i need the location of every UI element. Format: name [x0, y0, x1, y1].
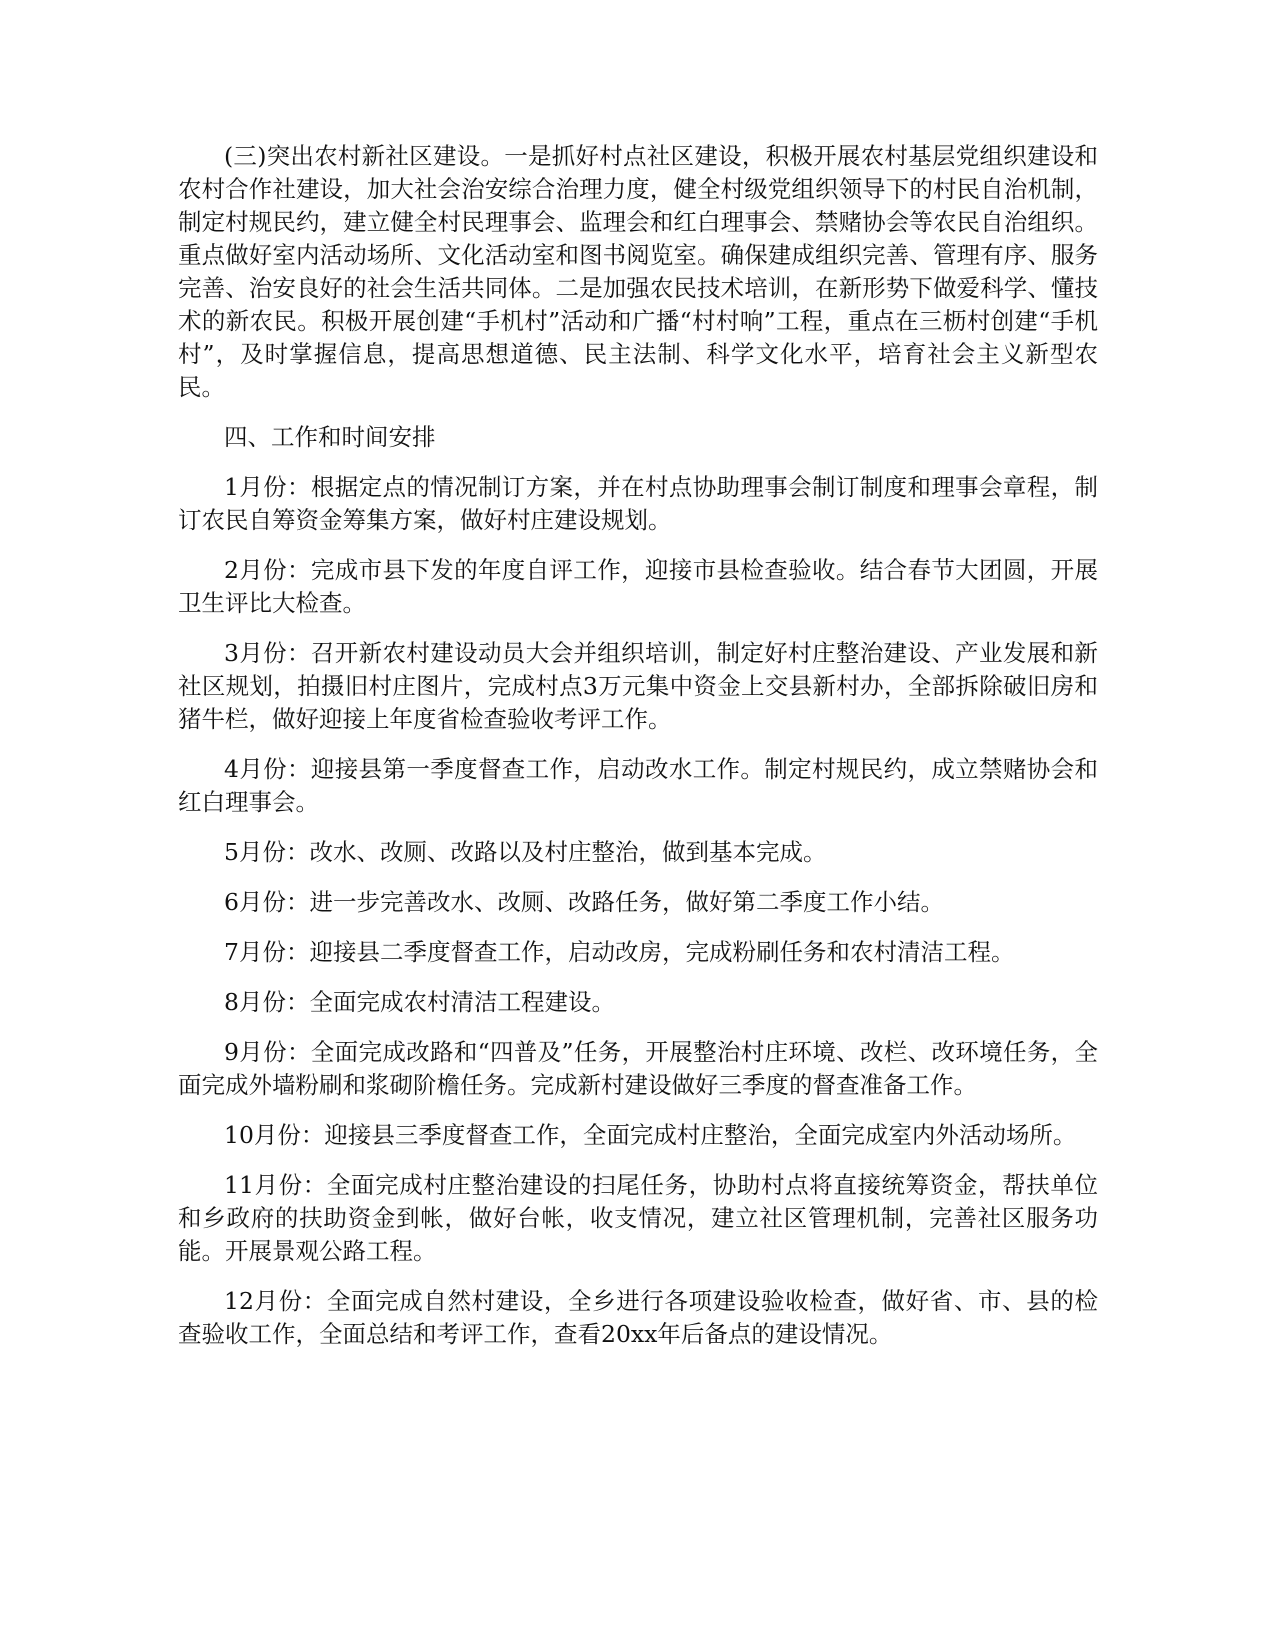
- schedule-item-july: 7月份：迎接县二季度督查工作，启动改房，完成粉刷任务和农村清洁工程。: [224, 938, 1015, 966]
- section-heading: 四、工作和时间安排: [224, 423, 436, 451]
- schedule-item-april: 4月份：迎接县第一季度督查工作，启动改水工作。制定村规民约，成立禁赌协会和红白理事会。: [178, 755, 1098, 816]
- paragraph-new-community: (三)突出农村新社区建设。一是抓好村点社区建设，积极开展农村基层党组织建设和农村合作社建设，加大社会治安综合治理力度，健全村级党组织领导下的村民自治机制，制定村规民约，建立健全村民理事会、监理会和红白理事会、禁赌协会等农民自治组织。重点做好室内活动场所、文化活动室和图书阅览室。确保建成组织完善、管理有序、服务完善、治安良好的社会生活共同体。二是加强农民技术培训，在新形势下做爱科学、懂技术的新农民。积极开展创建“手机村”活动和广播“村村响”工程，重点在三枥村创建“手机村”，及时掌握信息，提高思想道德、民主法制、科学文化水平，培育社会主义新型农民。: [178, 142, 1098, 401]
- schedule-item-june: 6月份：进一步完善改水、改厕、改路任务，做好第二季度工作小结。: [224, 888, 944, 916]
- schedule-item-october: 10月份：迎接县三季度督查工作，全面完成村庄整治，全面完成室内外活动场所。: [224, 1121, 1077, 1149]
- schedule-item-november: 11月份：全面完成村庄整治建设的扫尾任务，协助村点将直接统筹资金，帮扶单位和乡政府的扶助资金到帐，做好台帐，收支情况，建立社区管理机制，完善社区服务功能。开展景观公路工程。: [178, 1171, 1098, 1265]
- schedule-item-january: 1月份：根据定点的情况制订方案，并在村点协助理事会制订制度和理事会章程，制订农民自筹资金筹集方案，做好村庄建设规划。: [178, 473, 1098, 534]
- schedule-item-may: 5月份：改水、改厕、改路以及村庄整治，做到基本完成。: [224, 838, 827, 866]
- schedule-item-march: 3月份：召开新农村建设动员大会并组织培训，制定好村庄整治建设、产业发展和新社区规划，拍摄旧村庄图片，完成村点3万元集中资金上交县新村办，全部拆除破旧房和猪牛栏，做好迎接上年度省检查验收考评工作。: [178, 639, 1098, 733]
- schedule-item-february: 2月份：完成市县下发的年度自评工作，迎接市县检查验收。结合春节大团圆，开展卫生评比大检查。: [178, 556, 1098, 617]
- schedule-item-december: 12月份：全面完成自然村建设，全乡进行各项建设验收检查，做好省、市、县的检查验收工作，全面总结和考评工作，查看20xx年后备点的建设情况。: [178, 1287, 1098, 1348]
- schedule-item-august: 8月份：全面完成农村清洁工程建设。: [224, 988, 615, 1016]
- document-page: [178, 140, 1098, 1368]
- schedule-item-september: 9月份：全面完成改路和“四普及”任务，开展整治村庄环境、改栏、改环境任务，全面完成外墙粉刷和浆砌阶檐任务。完成新村建设做好三季度的督查准备工作。: [178, 1038, 1098, 1099]
